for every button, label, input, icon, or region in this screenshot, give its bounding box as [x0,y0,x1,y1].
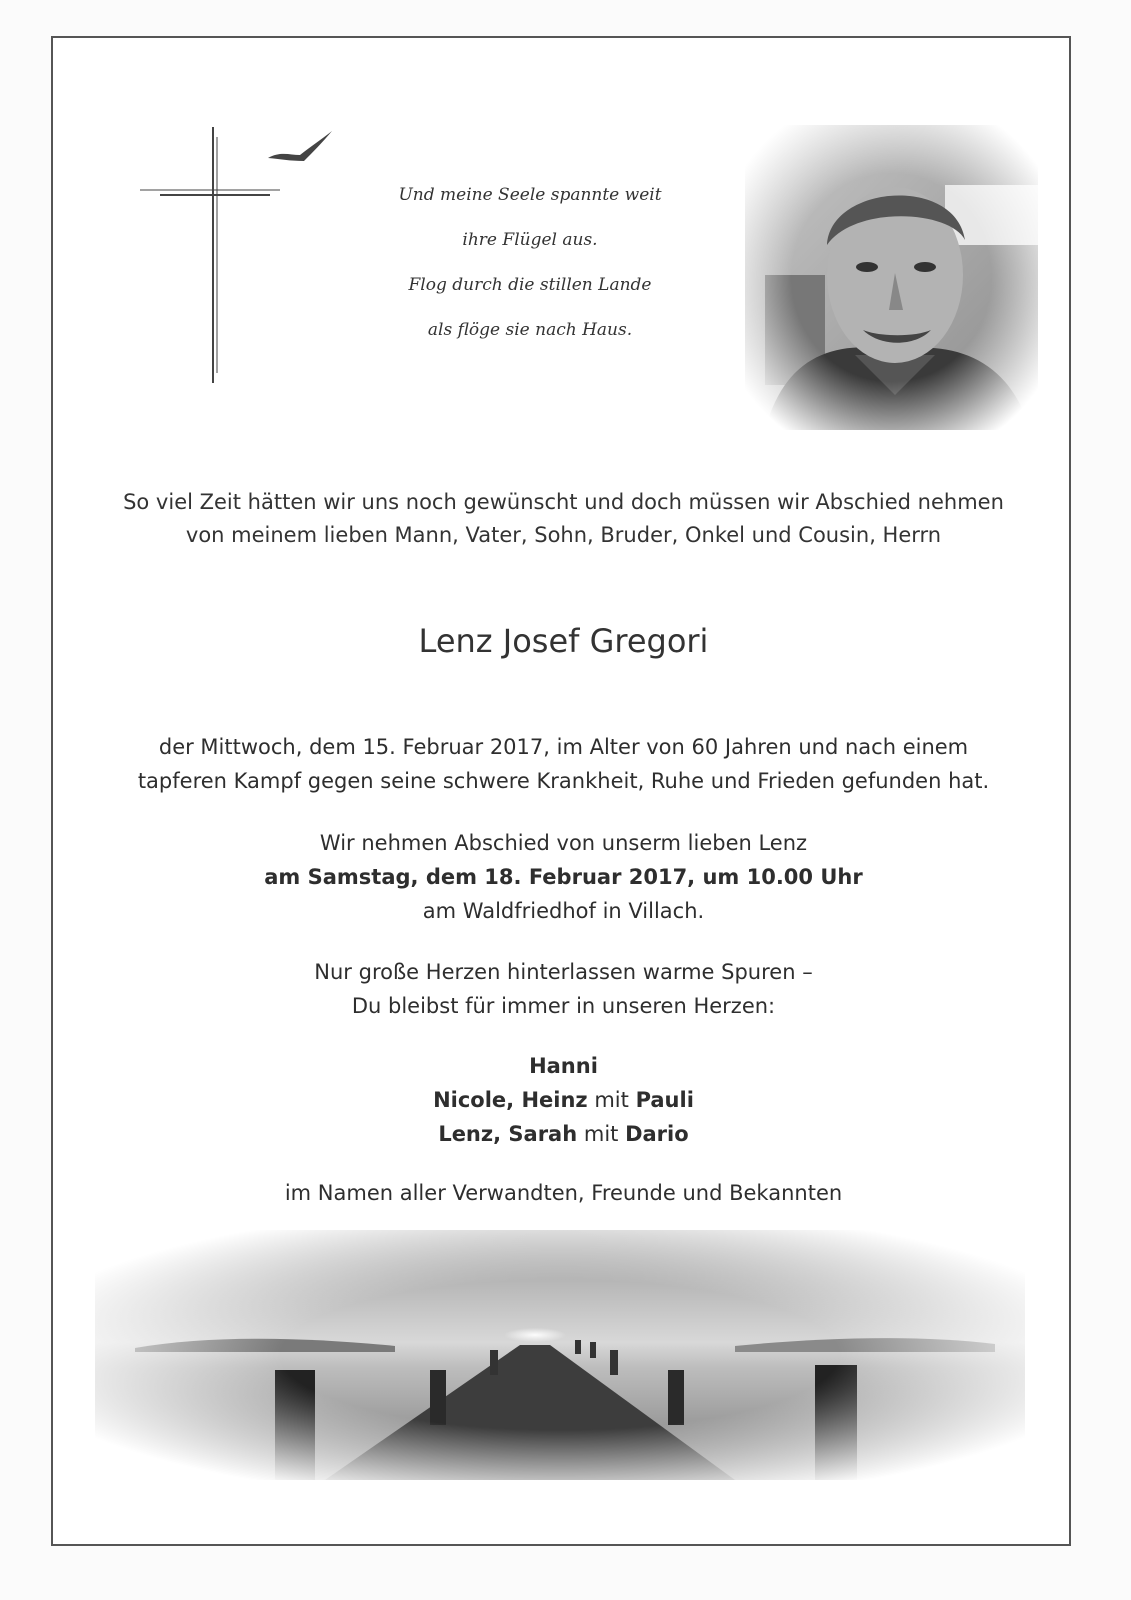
deceased-name: Lenz Josef Gregori [418,622,709,660]
poem-line-2: ihre Flügel aus. [462,230,598,250]
quote-line-2: Du bleibst für immer in unseren Herzen: [351,994,776,1018]
cross-with-bird-icon [140,125,340,385]
intro-line-1: So viel Zeit hätten wir uns noch gewünscht und doch müssen wir Abschied nehmen [123,490,1004,514]
jetty-landscape-image [95,1230,1025,1480]
family-row-3 [80,1117,1047,1151]
family-row-1: Hanni [529,1054,598,1078]
passing-line-1: der Mittwoch, dem 15. Februar 2017, im Alter von 60 Jahren und nach einem [158,735,969,759]
intro-line-2: von meinem lieben Mann, Vater, Sohn, Bruder, Onkel und Cousin, Herrn [185,523,942,547]
quote-line-1: Nur große Herzen hinterlassen warme Spuren – [314,960,813,984]
family-row-2-child: Pauli [635,1088,694,1112]
family-row-3-child: Dario [625,1122,689,1146]
poem [380,182,680,362]
ceremony-text [80,826,1047,928]
passing-text [80,730,1047,798]
quote-text [80,955,1047,1023]
passing-line-2: tapferen Kampf gegen seine schwere Krankheit, Ruhe und Frieden gefunden hat. [137,769,990,793]
bird-icon [268,131,332,161]
ceremony-line-1: Wir nehmen Abschied von unserm lieben Lenz [319,831,808,855]
poem-line-4: als flöge sie nach Haus. [427,320,633,340]
intro-text [80,486,1047,552]
closing-text: im Namen aller Verwandten, Freunde und Bekannten [284,1181,843,1205]
poem-line-1: Und meine Seele spannte weit [398,185,662,205]
family-row-3-connector: mit [583,1122,619,1146]
family-row-2 [80,1083,1047,1117]
ceremony-date: am Samstag, dem 18. Februar 2017, um 10.00 Uhr [264,865,863,889]
family-row-3-names: Lenz, Sarah [438,1122,578,1146]
ceremony-location: am Waldfriedhof in Villach. [422,899,705,923]
family-row-2-connector: mit [594,1088,629,1112]
family-list [80,1049,1047,1151]
family-row-2-names: Nicole, Heinz [433,1088,588,1112]
portrait-photo [745,125,1038,430]
poem-line-3: Flog durch die stillen Lande [408,275,652,295]
